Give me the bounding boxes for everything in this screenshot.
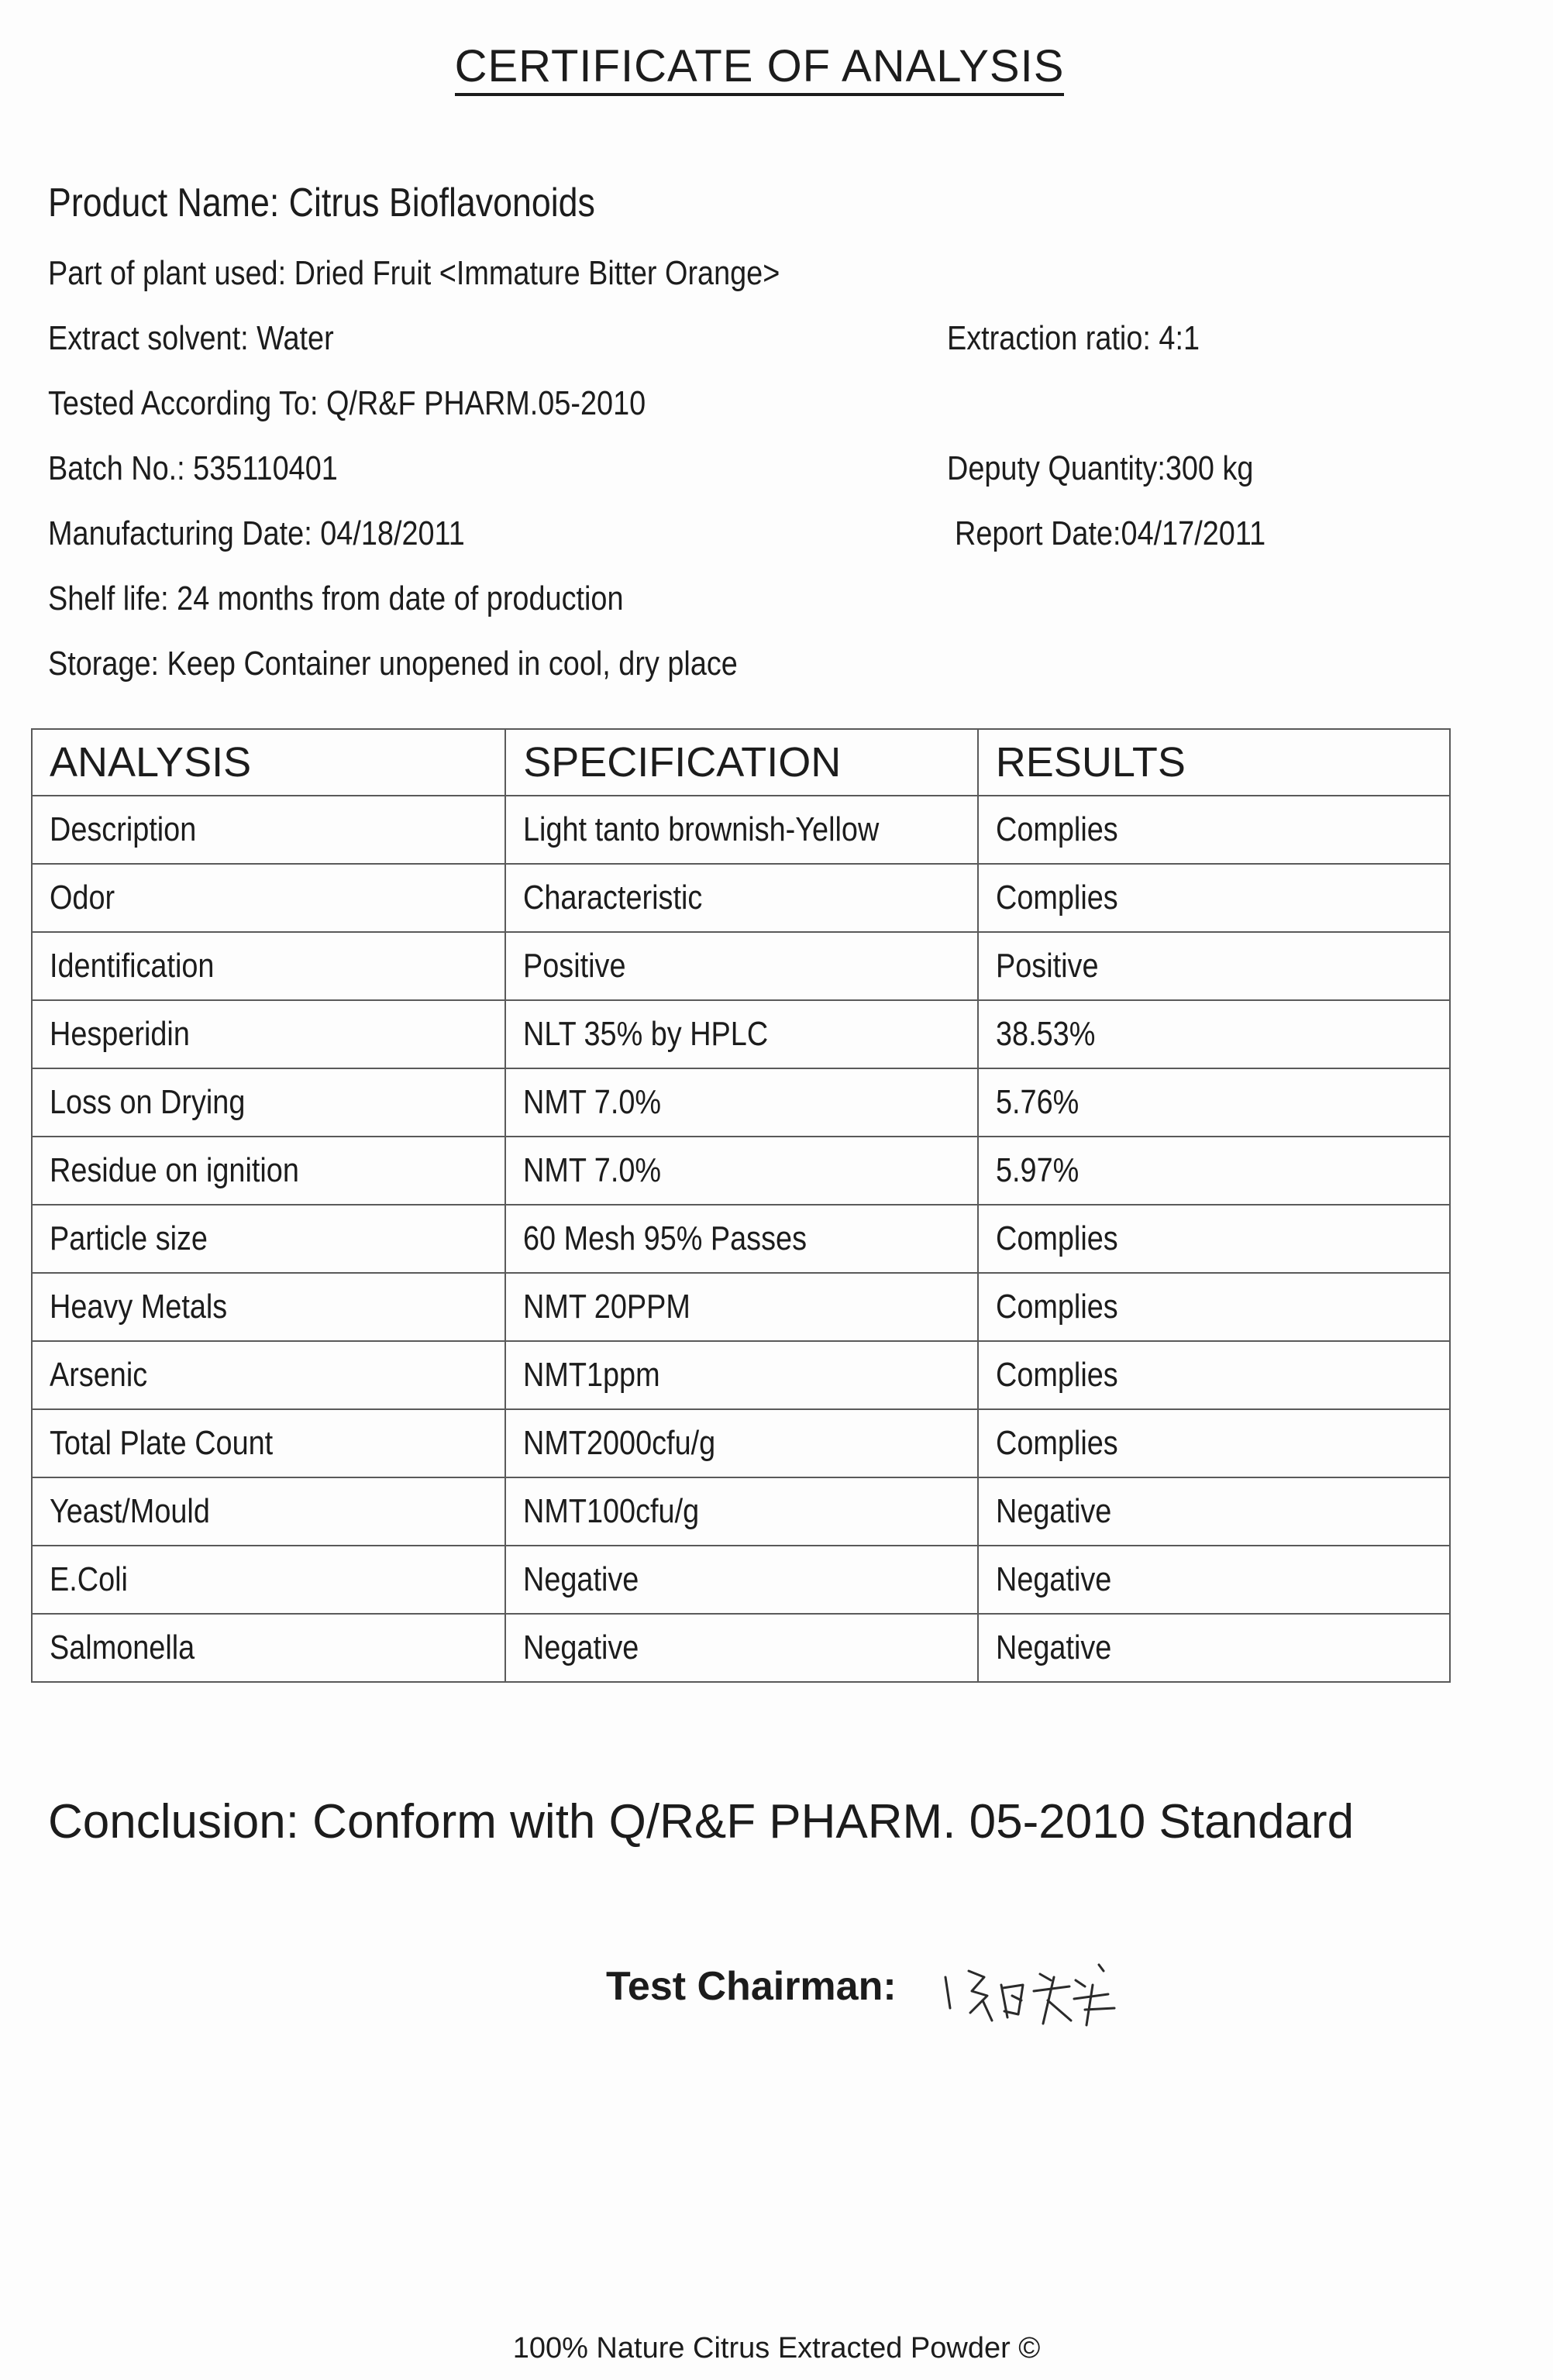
analysis-cell xyxy=(32,1614,505,1682)
result-cell xyxy=(978,932,1450,1000)
analysis-text: Arsenic xyxy=(50,1356,148,1394)
specification-text: NLT 35% by HPLC xyxy=(523,1015,769,1053)
specification-cell xyxy=(505,1273,978,1341)
specification-text: Light tanto brownish-Yellow xyxy=(523,810,880,848)
analysis-text: Yeast/Mould xyxy=(50,1492,210,1530)
analysis-cell xyxy=(32,1137,505,1205)
table-row xyxy=(32,1000,1450,1068)
shelf-life: Shelf life: 24 months from date of production xyxy=(48,580,624,617)
analysis-cell xyxy=(32,796,505,864)
analysis-text: Residue on ignition xyxy=(50,1151,299,1189)
analysis-cell xyxy=(32,1477,505,1546)
table-row xyxy=(32,1477,1450,1546)
specification-text: Positive xyxy=(523,947,626,985)
batch-number: Batch No.: 535110401 xyxy=(48,449,338,487)
header-results: RESULTS xyxy=(978,729,1450,796)
analysis-text: Heavy Metals xyxy=(50,1288,228,1326)
result-text: Negative xyxy=(995,1560,1112,1598)
table-row xyxy=(32,1137,1450,1205)
table-header-row xyxy=(32,729,1450,796)
manufacturing-date: Manufacturing Date: 04/18/2011 xyxy=(48,514,465,552)
specification-cell xyxy=(505,864,978,932)
conclusion-text: Conclusion: Conform with Q/R&F PHARM. 05-2010 Standard xyxy=(48,1795,1355,1849)
result-cell xyxy=(978,1068,1450,1137)
table-row xyxy=(32,1068,1450,1137)
part-of-plant: Part of plant used: Dried Fruit <Immature Bitter Orange> xyxy=(48,254,780,292)
result-cell xyxy=(978,1477,1450,1546)
result-cell xyxy=(978,864,1450,932)
table-row xyxy=(32,1409,1450,1477)
extract-solvent: Extract solvent: Water xyxy=(48,319,334,357)
specification-cell xyxy=(505,1205,978,1273)
result-text: Complies xyxy=(995,810,1118,848)
analysis-cell xyxy=(32,932,505,1000)
analysis-table xyxy=(31,728,1451,1683)
analysis-text: Description xyxy=(50,810,197,848)
specification-cell xyxy=(505,1341,978,1409)
table-row xyxy=(32,1546,1450,1614)
result-text: Negative xyxy=(995,1629,1112,1666)
analysis-cell xyxy=(32,1000,505,1068)
analysis-cell xyxy=(32,1546,505,1614)
analysis-text: Odor xyxy=(50,879,115,917)
specification-cell xyxy=(505,1137,978,1205)
analysis-cell xyxy=(32,864,505,932)
result-cell xyxy=(978,1409,1450,1477)
specification-text: NMT 7.0% xyxy=(523,1083,662,1121)
test-chairman-label: Test Chairman: xyxy=(606,1964,897,2009)
table-row xyxy=(32,796,1450,864)
specification-cell xyxy=(505,1409,978,1477)
document-title-text: CERTIFICATE OF ANALYSIS xyxy=(455,41,1065,96)
result-text: 38.53% xyxy=(995,1015,1096,1053)
analysis-cell xyxy=(32,1068,505,1137)
report-date: Report Date:04/17/2011 xyxy=(955,514,1266,552)
result-text: 5.76% xyxy=(995,1083,1080,1121)
specification-text: Negative xyxy=(523,1560,639,1598)
result-text: Complies xyxy=(995,1356,1118,1394)
table-row xyxy=(32,1614,1450,1682)
specification-cell xyxy=(505,1477,978,1546)
specification-text: NMT2000cfu/g xyxy=(523,1424,716,1462)
analysis-text: E.Coli xyxy=(50,1560,128,1598)
result-text: Complies xyxy=(995,1424,1118,1462)
result-cell xyxy=(978,1546,1450,1614)
specification-text: Characteristic xyxy=(523,879,703,917)
result-text: Positive xyxy=(995,947,1099,985)
specification-cell xyxy=(505,932,978,1000)
analysis-text: Particle size xyxy=(50,1219,208,1257)
specification-cell xyxy=(505,1614,978,1682)
result-cell xyxy=(978,1205,1450,1273)
specification-text: NMT100cfu/g xyxy=(523,1492,700,1530)
result-cell xyxy=(978,1000,1450,1068)
document-title xyxy=(0,40,1519,92)
specification-text: Negative xyxy=(523,1629,639,1666)
result-text: Complies xyxy=(995,1219,1118,1257)
specification-cell xyxy=(505,796,978,864)
result-cell xyxy=(978,1614,1450,1682)
table-row xyxy=(32,1273,1450,1341)
result-text: Complies xyxy=(995,1288,1118,1326)
specification-text: NMT 7.0% xyxy=(523,1151,662,1189)
analysis-text: Total Plate Count xyxy=(50,1424,274,1462)
table-row xyxy=(32,1205,1450,1273)
analysis-text: Loss on Drying xyxy=(50,1083,246,1121)
analysis-cell xyxy=(32,1409,505,1477)
analysis-text: Salmonella xyxy=(50,1629,195,1666)
analysis-text: Hesperidin xyxy=(50,1015,190,1053)
specification-text: 60 Mesh 95% Passes xyxy=(523,1219,807,1257)
analysis-cell xyxy=(32,1273,505,1341)
result-text: Complies xyxy=(995,879,1118,917)
specification-cell xyxy=(505,1546,978,1614)
specification-text: NMT 20PPM xyxy=(523,1288,691,1326)
result-cell xyxy=(978,796,1450,864)
table-row xyxy=(32,1341,1450,1409)
result-cell xyxy=(978,1341,1450,1409)
storage-instructions: Storage: Keep Container unopened in cool, dry place xyxy=(48,645,738,683)
deputy-quantity: Deputy Quantity:300 kg xyxy=(947,449,1254,487)
footer-text: 100% Nature Citrus Extracted Powder © xyxy=(512,2332,1041,2365)
table-row xyxy=(32,864,1450,932)
header-analysis: ANALYSIS xyxy=(32,729,505,796)
table-row xyxy=(32,932,1450,1000)
result-text: 5.97% xyxy=(995,1151,1080,1189)
result-text: Negative xyxy=(995,1492,1112,1530)
specification-cell xyxy=(505,1068,978,1137)
tested-according: Tested According To: Q/R&F PHARM.05-2010 xyxy=(48,384,646,422)
analysis-cell xyxy=(32,1205,505,1273)
handwritten-signature xyxy=(938,1954,1139,2031)
header-specification: SPECIFICATION xyxy=(505,729,978,796)
result-cell xyxy=(978,1137,1450,1205)
analysis-text: Identification xyxy=(50,947,215,985)
specification-cell xyxy=(505,1000,978,1068)
result-cell xyxy=(978,1273,1450,1341)
specification-text: NMT1ppm xyxy=(523,1356,660,1394)
product-name: Product Name: Citrus Bioflavonoids xyxy=(48,181,595,225)
analysis-cell xyxy=(32,1341,505,1409)
extraction-ratio: Extraction ratio: 4:1 xyxy=(947,319,1200,357)
